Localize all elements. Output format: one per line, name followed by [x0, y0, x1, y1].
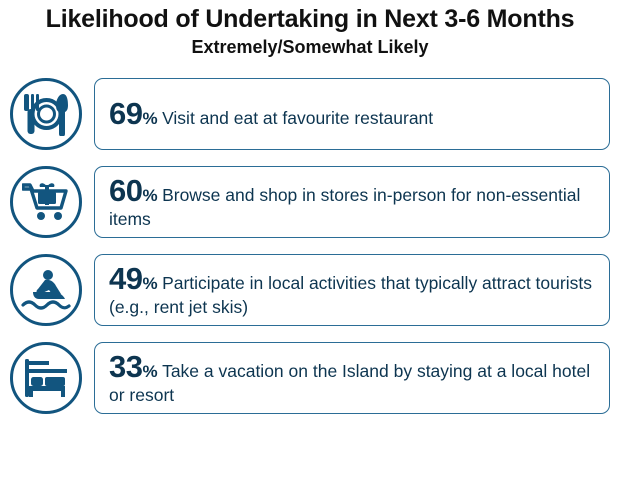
stat-value: 49 — [109, 260, 143, 296]
plate-fork-knife-icon — [10, 78, 82, 150]
stat-unit: % — [142, 185, 158, 205]
hotel-bed-icon — [10, 342, 82, 414]
page-subtitle: Extremely/Somewhat Likely — [191, 36, 429, 57]
stat-label: Participate in local activities that typically attract tourists (e.g., rent jet skis) — [109, 272, 592, 318]
stat-label: Browse and shop in stores in-person for non-essential items — [109, 184, 581, 230]
stat-label: Visit and eat at favourite restaurant — [162, 107, 434, 128]
stat-row — [10, 75, 610, 153]
stat-label: Take a vacation on the Island by staying at a local hotel or resort — [109, 360, 591, 406]
jet-ski-icon — [10, 254, 82, 326]
header — [10, 4, 610, 58]
stat-value: 60 — [109, 172, 143, 208]
stat-value: 69 — [109, 95, 143, 131]
shopping-cart-gift-icon — [10, 166, 82, 238]
stat-unit: % — [142, 361, 158, 381]
page-title: Likelihood of Undertaking in Next 3-6 Months — [45, 5, 575, 33]
stat-box — [94, 254, 610, 326]
stat-value: 33 — [109, 348, 143, 384]
stat-box — [94, 166, 610, 238]
stat-box — [94, 78, 610, 150]
stat-unit: % — [142, 273, 158, 293]
stat-row — [10, 251, 610, 329]
stat-box — [94, 342, 610, 414]
stat-row — [10, 163, 610, 241]
stat-unit: % — [142, 108, 158, 128]
stat-rows — [10, 75, 610, 417]
stat-row — [10, 339, 610, 417]
